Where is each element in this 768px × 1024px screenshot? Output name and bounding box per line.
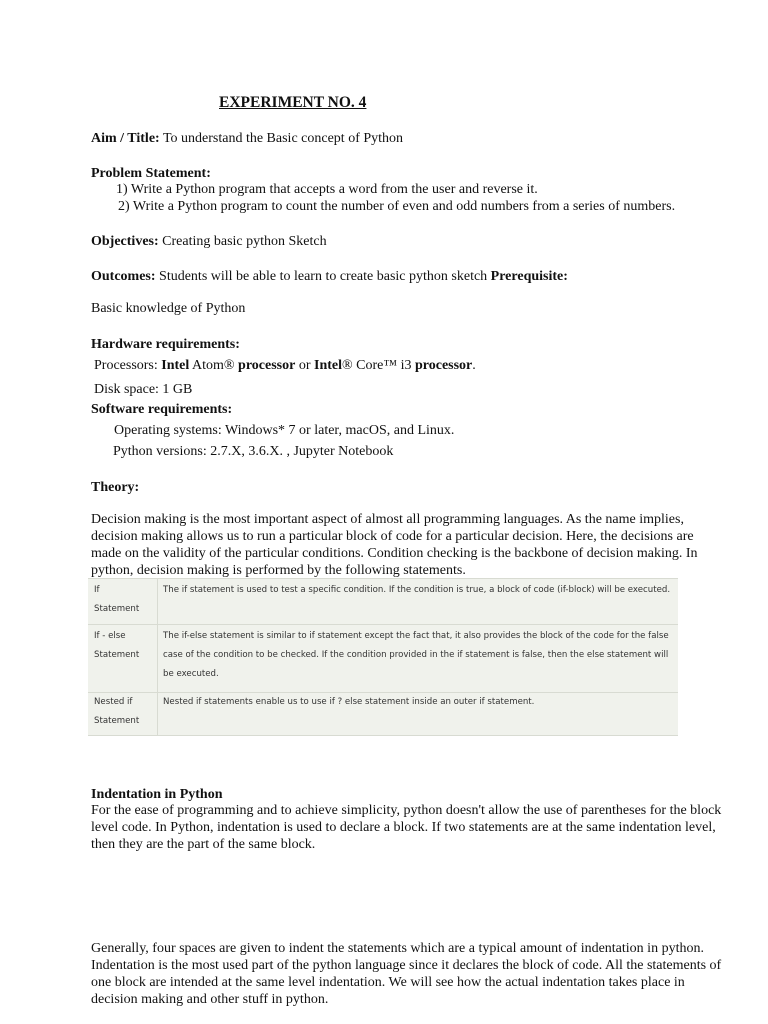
problem-label: Problem Statement: [91, 166, 211, 181]
problem-item-2: 2) Write a Python program to count the number of even and odd numbers from a series of numbers. [118, 199, 676, 214]
statement-description: The if-else statement is similar to if statement except the fact that, it also provides the block of the code for the false case of the condition to be checked. If the condition provided in the if statement is false, then the else statement will be executed. [158, 625, 679, 693]
table-row [88, 579, 678, 625]
processors-line: Processors: Intel Atom® processor or Intel® Core™ i3 processor. [94, 358, 476, 373]
aim-text: To understand the Basic concept of Python [159, 131, 404, 146]
statement-description: The if statement is used to test a specific condition. If the condition is true, a block of code (if-block) will be executed. [158, 579, 679, 625]
statement-name: If Statement [88, 579, 158, 625]
indentation-paragraph-1: For the ease of programming and to achieve simplicity, python doesn't allow the use of parentheses for the block level code. In Python, indentation is used to declare a block. If two statements are at the same indentation level, then they are the part of the same block. [91, 803, 722, 852]
page-title: EXPERIMENT NO. 4 [219, 94, 367, 111]
outcomes-line [91, 268, 568, 285]
outcomes-label: Outcomes: [91, 269, 156, 284]
statements-table [88, 578, 678, 736]
indentation-label: Indentation in Python [91, 787, 223, 802]
prerequisite-text: Basic knowledge of Python [91, 301, 246, 316]
problem-item-1: 1) Write a Python program that accepts a word from the user and reverse it. [116, 182, 538, 197]
statement-name: Nested if Statement [88, 693, 158, 736]
disk-space: Disk space: 1 GB [94, 382, 193, 397]
aim-line [91, 130, 403, 147]
theory-label: Theory: [91, 480, 140, 495]
prerequisite-label: Prerequisite: [490, 269, 568, 284]
objectives-line [91, 233, 327, 250]
table-row [88, 693, 678, 736]
indentation-paragraph-2: Generally, four spaces are given to indent the statements which are a typical amount of indentation in python. Indentation is the most used part of the python language since it declares the block of code. All the statements of one block are intended at the same level indentation. We will see how the actual indentation takes place in decision making and other stuff in python. [91, 941, 722, 1007]
objectives-text: Creating basic python Sketch [158, 234, 327, 249]
outcomes-text: Students will be able to learn to create basic python sketch [155, 269, 491, 284]
hardware-label: Hardware requirements: [91, 337, 240, 352]
table-row [88, 625, 678, 693]
objectives-label: Objectives: [91, 234, 159, 249]
software-python: Python versions: 2.7.X, 3.6.X. , Jupyter Notebook [113, 444, 394, 459]
aim-label: Aim / Title: [91, 131, 160, 146]
statement-name: If - else Statement [88, 625, 158, 693]
software-os: Operating systems: Windows* 7 or later, macOS, and Linux. [114, 423, 455, 438]
statement-description: Nested if statements enable us to use if ? else statement inside an outer if statement. [158, 693, 679, 736]
software-label: Software requirements: [91, 402, 233, 417]
theory-paragraph: Decision making is the most important aspect of almost all programming languages. As the name implies, decision making allows us to run a particular block of code for a particular decision. Here, the decisions are made on the validity of the particular conditions. Condition checking is the backbone of decision making. In python, decision making is performed by the following statements. [91, 512, 698, 578]
